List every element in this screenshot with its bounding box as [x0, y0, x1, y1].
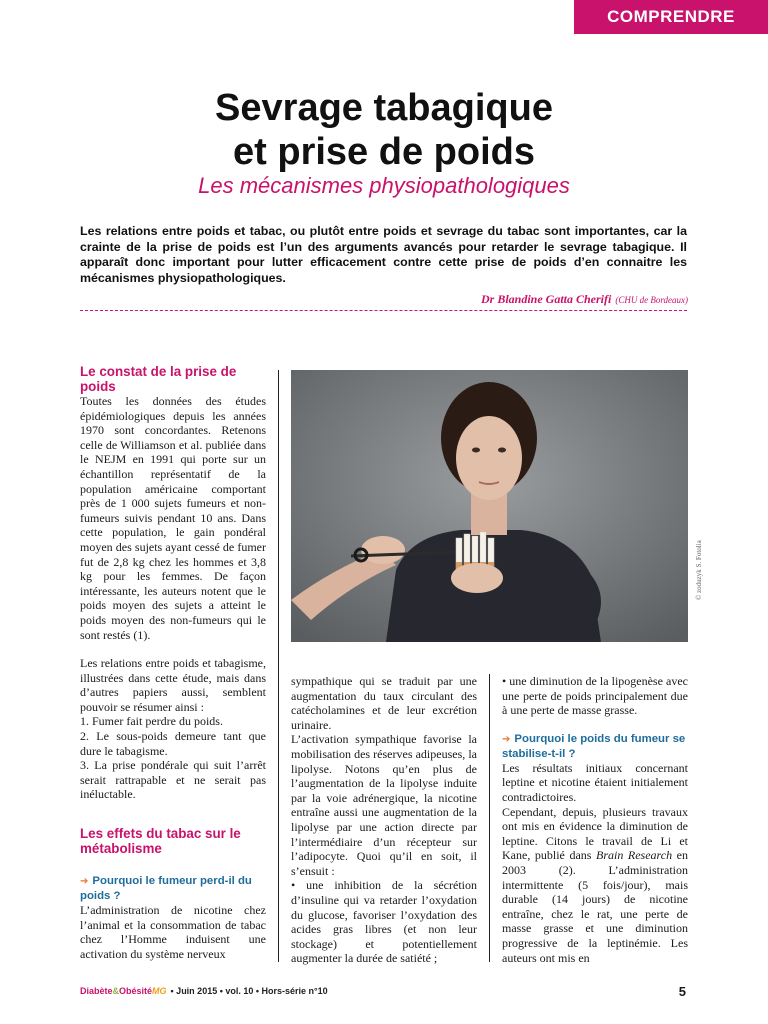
paragraph: sympathique qui se traduit par une augmentation du taux circulant des catécholamines et de leur excrétion urinaire.: [291, 674, 477, 732]
column-divider: [489, 674, 490, 962]
list-item: 3. La prise pondérale qui suit l’arrêt serait rattrapable et ne serait pas inéluctable.: [80, 758, 266, 802]
separator-dotted-line: [80, 310, 687, 311]
paragraph: L’administration de nicotine chez l’animal et la consommation de tabac chez l’Homme induisent une activation du système nerveux: [80, 903, 266, 961]
article-intro: Les relations entre poids et tabac, ou plutôt entre poids et sevrage du tabac sont importantes, car la crainte de la prise de poids est l’un des arguments avancés pour retarder le sevrage tabagique. Il apparaît donc important pour lutter efficacement contre cette prise de poids d’en connaitre les mécanismes physiopathologiques.: [80, 224, 687, 285]
photo-illustration: [291, 370, 688, 642]
author-byline: [481, 292, 688, 307]
column-divider: [278, 370, 279, 962]
issue-info: • Juin 2015 • vol. 10 • Hors-série n°10: [170, 986, 328, 996]
brand-name-obesite: Obésité: [119, 986, 153, 996]
paragraph: L’activation sympathique favorise la mobilisation des réserves adipeuses, la lipolyse. Notons qu’en plus de l’augmentation de la lipolyse induite par la voie adrénergique, la nicotine entraîne aussi une augmentation de la lipolyse par une action directe par l’intermédiaire d’un récepteur sur l’adipocyte. Quoi qu’il en soit, il s’ensuit :: [291, 732, 477, 878]
list-item: 2. Le sous-poids demeure tant que dure le tabagisme.: [80, 729, 266, 758]
paragraph: Les résultats initiaux concernant leptine et nicotine étaient initialement contradictoires.: [502, 760, 688, 804]
section-heading-constat: Le constat de la prise de poids: [80, 364, 237, 394]
brand-name-diabete: Diabète: [80, 986, 113, 996]
list-item: 1. Fumer fait perdre du poids.: [80, 714, 223, 729]
brand-name-mg: MG: [152, 986, 167, 996]
section-heading-effets: Les effets du tabac sur le métabolisme: [80, 826, 241, 857]
photo-credit: © zoduzyk S. Fotolia: [695, 540, 703, 600]
journal-name: Brain Research: [596, 848, 673, 863]
bullet-item: • une inhibition de la sécrétion d’insuline qui va retarder l’oxydation du glucose, favoriser l’oxydation des acides gras libres (et non leur stockage) et potentiellement augmenter la durée de satiété ;: [291, 878, 477, 966]
photo-woman-cutting-cigarettes: [291, 370, 688, 642]
section-tag: COMPRENDRE: [574, 0, 768, 34]
bullet-item: • une diminution de la lipogenèse avec une perte de poids principalement due à une perte de masse grasse.: [502, 674, 688, 718]
column-3: [502, 674, 688, 965]
column-1: [80, 364, 266, 961]
paragraph: [502, 805, 688, 966]
paragraph-text: en 2003 (2). L’administration intermittente (5 fois/jour), mais durable (14 jours) de nicotine entraîne, chez le rat, une perte de masse grasse et une diminution progressive de la leptinémie. Les auteurs ont mis en: [502, 848, 688, 965]
author-name: Dr Blandine Gatta Cherifi: [480, 292, 612, 306]
author-affiliation: (CHU de Bordeaux): [615, 295, 688, 305]
paragraph: Toutes les données des études épidémiologiques depuis les années 1970 sont concordantes. Retenons celle de Williamson et al. publiée dans le NEJM en 1991 qui porte sur un échantillon représentatif de la population américaine comportant près de 1 000 sujets fumeurs et non-fumeurs suivis pendant 10 ans. Dans cette population, le gain pondéral moyen des sujets ayant cessé de fumer fut de 2,8 kg chez les hommes et 3,8 kg pour les femmes. De façon intéressante, les auteurs notent que le poids moyen des sujets a atteint le poids moyen des non-fumeurs qui le sont restés (1).: [80, 394, 266, 642]
brand-ampersand: &: [112, 986, 120, 996]
arrow-icon: ➔: [502, 733, 511, 745]
footer-brand: [80, 986, 328, 996]
paragraph: Les relations entre poids et tabagisme, illustrées dans cette étude, mais dans d’autres papiers aussi, semblent pouvoir se résumer ainsi :: [80, 656, 266, 714]
subheading-text: Pourquoi le fumeur perd-il du poids ?: [80, 875, 252, 903]
subheading-text: Pourquoi le poids du fumeur se stabilise-t-il ?: [502, 732, 686, 760]
article-title-line-1: Sevrage tabagique: [215, 87, 553, 129]
subheading-perte-poids: [80, 874, 266, 903]
article-title-line-2: et prise de poids: [233, 131, 535, 173]
article-subtitle: Les mécanismes physiopathologiques: [198, 173, 570, 198]
page-number: 5: [678, 984, 686, 999]
subheading-stabilisation: [502, 732, 688, 761]
column-2: [291, 674, 477, 966]
arrow-icon: ➔: [80, 876, 89, 888]
paragraph-text: Cependant, depuis, plusieurs travaux ont mis en évidence la diminution de leptine. Citons le travail de Li et Kane, publié dans: [502, 804, 688, 863]
